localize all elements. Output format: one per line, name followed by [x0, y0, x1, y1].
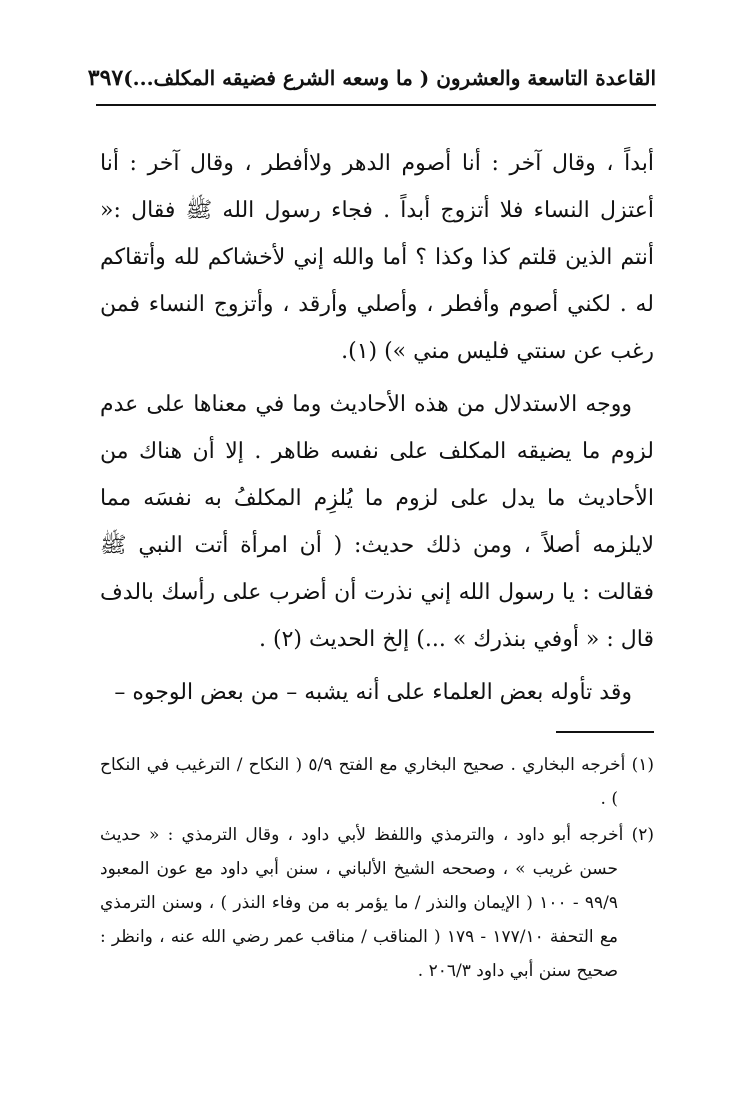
page-number: ٣٩٧ — [87, 65, 124, 91]
page-header — [87, 58, 656, 98]
footnote-1: (١) أخرجه البخاري . صحيح البخاري مع الفتح ٥/٩ ( النكاح / الترغيب في النكاح ) . — [100, 755, 654, 809]
paragraph-interpretation: وقد تأوله بعض العلماء على أنه يشبه – من بعض الوجوه – — [114, 680, 632, 705]
paragraph-argument: ووجه الاستدلال من هذه الأحاديث وما في معناها على عدم لزوم ما يضيقه المكلف على نفسه ظاهر . إلا أن هناك من الأحاديث ما يدل على لزوم ما يُلزِم المكلفُ به نفسَه مما لايلزمه أصلاً ، ومن ذلك حديث: ( أن امرأة أتت النبي ﷺ فقالت : يا رسول الله إني نذرت أن أضرب على رأسك بالدف قال : « أوفي بنذرك » ...) إلخ الحديث (٢) . — [100, 392, 654, 652]
main-text — [100, 140, 654, 722]
footnotes — [100, 748, 654, 990]
footnote-divider — [556, 731, 654, 733]
footnote-2: (٢) أخرجه أبو داود ، والترمذي واللفظ لأبي داود ، وقال الترمذي : « حديث حسن غريب » ، وصححه الشيخ الألباني ، سنن أبي داود مع عون المعبود ٩٩/٩ - ١٠٠ ( الإيمان والنذر / ما يؤمر به من وفاء النذر ) ، وسنن الترمذي مع التحفة ١٧٧/١٠ - ١٧٩ ( المناقب / مناقب عمر رضي الله عنه ، وانظر : صحيح سنن أبي داود ٢٠٦/٣ . — [100, 825, 654, 981]
running-title: القاعدة التاسعة والعشرون ( ما وسعه الشرع فضيقه المكلف...) — [123, 66, 656, 90]
paragraph-hadith-continuation: أبداً ، وقال آخر : أنا أصوم الدهر ولاأفطر ، وقال آخر : أنا أعتزل النساء فلا أتزوج أبداً . فجاء رسول الله ﷺ فقال :« أنتم الذين قلتم كذا وكذا ؟ أما والله إني لأخشاكم لله وأتقاكم له . لكني أصوم وأفطر ، وأصلي وأرقد ، وأتزوج النساء فمن رغب عن سنتي فليس مني ») (١). — [100, 151, 654, 364]
header-divider — [96, 104, 656, 106]
